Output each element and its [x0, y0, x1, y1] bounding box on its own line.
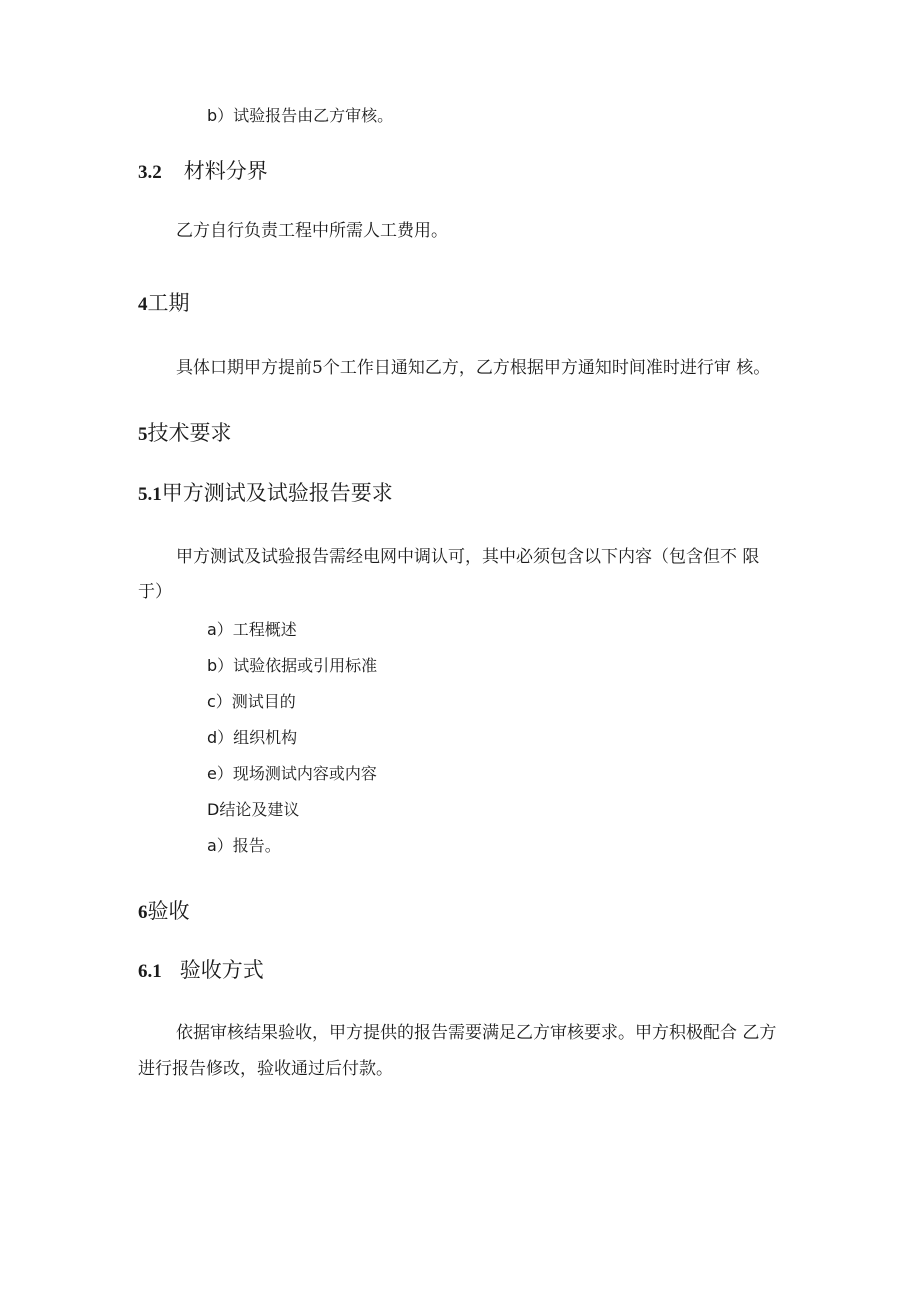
paragraph-6-1-line1: 依据审核结果验收，甲方提供的报告需要满足乙方审核要求。甲方积极配合 乙方: [176, 1023, 777, 1043]
list-item: a）报告。: [207, 836, 281, 855]
list-item: a）工程概述: [207, 620, 297, 639]
section-number: 6: [138, 902, 148, 923]
section-number: 6.1: [138, 961, 162, 982]
list-item-report-review: b）试验报告由乙方审核。: [207, 106, 394, 125]
section-title: 材料分界: [183, 159, 268, 183]
list-item: d）组织机构: [207, 728, 298, 747]
section-title: 验收方式: [179, 958, 264, 982]
list-item: c）测试目的: [207, 692, 296, 711]
section-number: 4: [138, 294, 148, 315]
paragraph-5-1-line2: 于）: [138, 582, 172, 602]
paragraph-4: 具体口期甲方提前5个工作日通知乙方，乙方根据甲方通知时间准时进行审 核。: [176, 358, 771, 378]
section-number: 5: [138, 424, 148, 445]
list-item: D结论及建议: [207, 800, 300, 819]
section-title: 技术要求: [147, 421, 232, 445]
paragraph-6-1-line2: 进行报告修改，验收通过后付款。: [138, 1059, 393, 1079]
section-heading-4: [138, 290, 190, 318]
section-heading-5-1: [138, 480, 393, 508]
section-heading-5: [138, 420, 232, 448]
section-heading-3-2: [138, 158, 268, 186]
paragraph-3-2: 乙方自行负责工程中所需人工费用。: [176, 221, 448, 241]
section-heading-6-1: [138, 957, 264, 985]
section-title: 工期: [147, 291, 190, 315]
section-title: 甲方测试及试验报告要求: [161, 481, 393, 505]
section-heading-6: [138, 898, 190, 926]
section-number: 5.1: [138, 484, 162, 505]
section-title: 验收: [147, 899, 190, 923]
section-number: 3.2: [138, 162, 162, 183]
list-item: e）现场测试内容或内容: [207, 764, 377, 783]
paragraph-5-1-line1: 甲方测试及试验报告需经电网中调认可，其中必须包含以下内容（包含但不 限: [176, 547, 760, 567]
list-item: b）试验依据或引用标准: [207, 656, 378, 675]
